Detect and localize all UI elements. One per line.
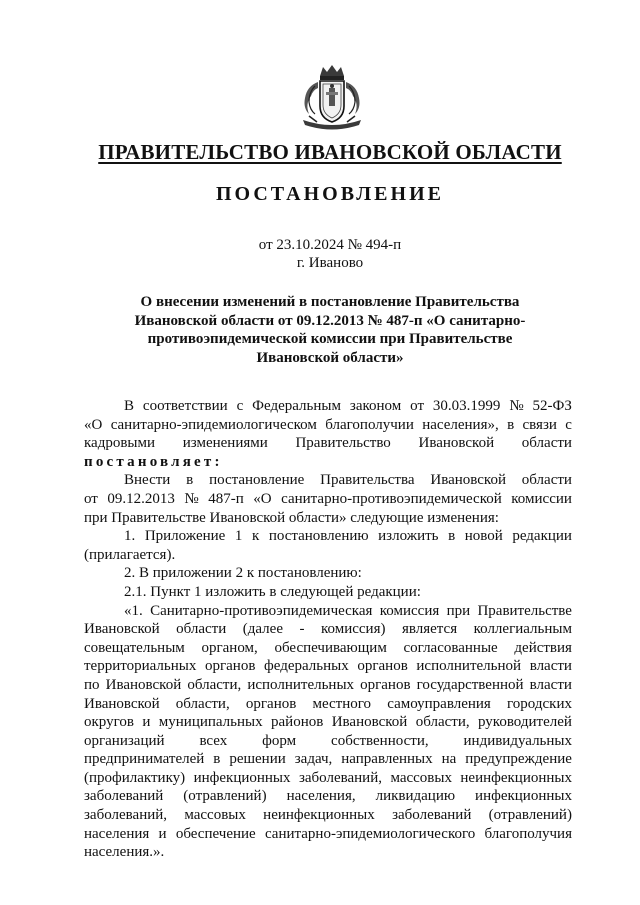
word: области, <box>415 714 470 731</box>
word: на <box>441 751 457 768</box>
word: законом <box>349 398 402 414</box>
word: исполнительной <box>416 658 522 675</box>
word: самоуправления <box>387 695 491 712</box>
body-line <box>84 713 572 732</box>
word: территориальных <box>84 658 197 675</box>
decree-word: постановляет: <box>84 453 223 470</box>
body-line <box>84 453 572 472</box>
body-line <box>84 657 572 676</box>
word: власти <box>529 676 572 693</box>
word: благополучии <box>325 416 414 433</box>
word: органов <box>204 658 256 675</box>
word: Ивановской <box>331 714 408 731</box>
word: с <box>565 416 572 433</box>
word: собственности, <box>331 732 429 749</box>
word: заболеваний <box>392 807 472 824</box>
word: Правительстве <box>477 602 572 619</box>
word: государственной <box>416 676 524 693</box>
word: и <box>158 825 167 842</box>
word: комиссия) <box>320 621 386 638</box>
word: органом, <box>201 639 258 656</box>
word: изложить <box>378 528 439 545</box>
body-line <box>84 416 572 435</box>
word: заболеваний, <box>298 769 382 786</box>
word: Приложение <box>144 528 226 545</box>
word: власти <box>529 658 572 675</box>
word: всех <box>199 732 228 749</box>
word: органов <box>360 676 411 693</box>
word: с <box>236 398 244 414</box>
body-line <box>84 620 572 639</box>
word: Внести <box>124 472 171 489</box>
document-body <box>84 397 572 862</box>
body-line <box>84 750 572 769</box>
word: области, <box>175 695 230 712</box>
word: 09.12.2013 <box>107 490 175 507</box>
word: инфекционных <box>475 788 572 805</box>
word: обеспечивающим <box>274 639 387 656</box>
word: Правительство <box>295 435 391 452</box>
body-line <box>84 787 572 806</box>
body-line <box>84 806 572 825</box>
body-line <box>84 471 572 490</box>
word: Ивановской <box>84 621 160 638</box>
document-type: ПОСТАНОВЛЕНИЕ <box>216 183 444 205</box>
word: «О <box>253 490 272 507</box>
body-line: при Правительстве Ивановской области» следующие изменения: <box>84 509 499 526</box>
word: федеральных <box>264 658 349 675</box>
word: массовых <box>390 769 452 786</box>
word: санитарно-эпидемиологического <box>264 825 476 842</box>
word: «О <box>84 416 103 433</box>
word: органов <box>357 658 408 675</box>
word: согласованные <box>403 639 498 656</box>
word: является <box>401 621 458 638</box>
word: предупреждение <box>465 751 572 768</box>
word: неинфекционных <box>460 769 572 786</box>
word: муниципальных <box>158 714 263 731</box>
word: форм <box>262 732 297 749</box>
word: (отравлений) <box>488 807 572 824</box>
word: в <box>186 472 194 489</box>
word: округов <box>84 714 134 731</box>
word: населения», <box>422 416 499 433</box>
word: В <box>124 398 135 414</box>
word: № <box>509 398 524 414</box>
subject-line: Ивановской области» <box>256 349 404 366</box>
word: № <box>184 490 199 507</box>
body-line: 2.1. Пункт 1 изложить в следующей редакции: <box>124 583 421 600</box>
body-line <box>84 639 572 658</box>
word: к <box>251 528 260 545</box>
word: области <box>521 472 572 489</box>
word: санитарно-эпидемиологическом <box>110 416 317 433</box>
body-line <box>84 695 572 714</box>
word: 1 <box>234 528 243 545</box>
word: соответствии <box>142 398 228 414</box>
word: постановление <box>209 472 305 489</box>
word: при <box>446 602 471 619</box>
word: (далее <box>242 621 283 638</box>
word: в <box>507 416 515 433</box>
word: решении <box>229 751 286 768</box>
word: органов <box>245 695 297 712</box>
word: в <box>448 528 456 545</box>
word: обеспечение <box>175 825 256 842</box>
body-line: населения.». <box>84 844 165 861</box>
word: заболеваний <box>84 788 164 805</box>
body-line: 2. В приложении 2 к постановлению: <box>124 565 362 582</box>
word: Правительства <box>320 472 415 489</box>
word: Федеральным <box>252 398 341 414</box>
word: населения, <box>286 788 356 805</box>
body-line <box>84 397 572 416</box>
body-line <box>84 490 572 509</box>
word: области <box>521 435 572 452</box>
subject-line: противоэпидемической комиссии при Правительстве <box>147 331 513 347</box>
word: области, <box>187 676 242 693</box>
word: (отравлений) <box>183 788 267 805</box>
word: изменениями <box>182 435 268 452</box>
word: «1. <box>124 602 143 619</box>
word: области <box>176 621 227 638</box>
city: г. Иваново <box>296 255 364 271</box>
word: 52-ФЗ <box>532 398 572 414</box>
word: - <box>299 621 305 638</box>
body-line: (прилагается). <box>84 546 176 563</box>
word: действия <box>514 639 572 656</box>
word: индивидуальных <box>463 732 572 749</box>
word: связи <box>522 416 557 433</box>
word: коллегиальным <box>473 621 572 638</box>
word: постановлению <box>268 528 369 545</box>
word: санитарно-противоэпидемической <box>281 490 502 507</box>
word: совещательным <box>84 639 185 656</box>
word: инфекционных <box>193 769 291 786</box>
word: в <box>213 751 221 768</box>
word: направленных <box>341 751 433 768</box>
word: массовых <box>184 807 246 824</box>
word: руководителей <box>478 714 572 731</box>
word: предпринимателей <box>84 751 205 768</box>
word: задач, <box>294 751 333 768</box>
word: ликвидацию <box>375 788 456 805</box>
document-subject <box>100 293 560 367</box>
ivanovo-coat-of-arms-icon <box>293 62 371 132</box>
word: новой <box>464 528 503 545</box>
word: комиссии <box>511 490 572 507</box>
word: Ивановской <box>84 695 160 712</box>
word: организаций <box>84 732 165 749</box>
word: Ивановской <box>418 435 495 452</box>
word: Ивановской <box>105 676 182 693</box>
word: от <box>410 398 425 414</box>
word: 30.03.1999 <box>432 398 501 414</box>
word: исполнительных <box>247 676 355 693</box>
body-line <box>84 825 572 844</box>
word: заболеваний, <box>84 807 168 824</box>
subject-line: Ивановской области от 09.12.2013 № 487-п «О санитарно- <box>134 312 526 329</box>
word: редакции <box>512 528 572 545</box>
body-line <box>84 602 572 621</box>
document-meta <box>60 236 600 272</box>
word: 487-п <box>208 490 244 507</box>
word: по <box>84 676 100 693</box>
word: комиссия <box>379 602 440 619</box>
date-number: от 23.10.2024 № 494-п <box>258 237 402 253</box>
body-line <box>84 527 572 546</box>
word: и <box>142 714 151 731</box>
word: (профилактику) <box>84 769 186 786</box>
body-line <box>84 676 572 695</box>
word: 1. <box>124 528 136 545</box>
word: благополучия <box>484 825 572 842</box>
word: Санитарно-противоэпидемическая <box>150 602 373 619</box>
body-line <box>84 434 572 453</box>
body-line <box>84 732 572 751</box>
body-line <box>84 769 572 788</box>
word: от <box>84 490 98 507</box>
word: местного <box>312 695 372 712</box>
government-title: ПРАВИТЕЛЬСТВО ИВАНОВСКОЙ ОБЛАСТИ <box>98 140 562 164</box>
word: неинфекционных <box>263 807 375 824</box>
word: городских <box>507 695 572 712</box>
word: районов <box>271 714 324 731</box>
word: населения <box>84 825 150 842</box>
subject-line: О внесении изменений в постановление Правительства <box>140 294 520 310</box>
word: Ивановской <box>430 472 506 489</box>
word: кадровыми <box>84 435 156 452</box>
